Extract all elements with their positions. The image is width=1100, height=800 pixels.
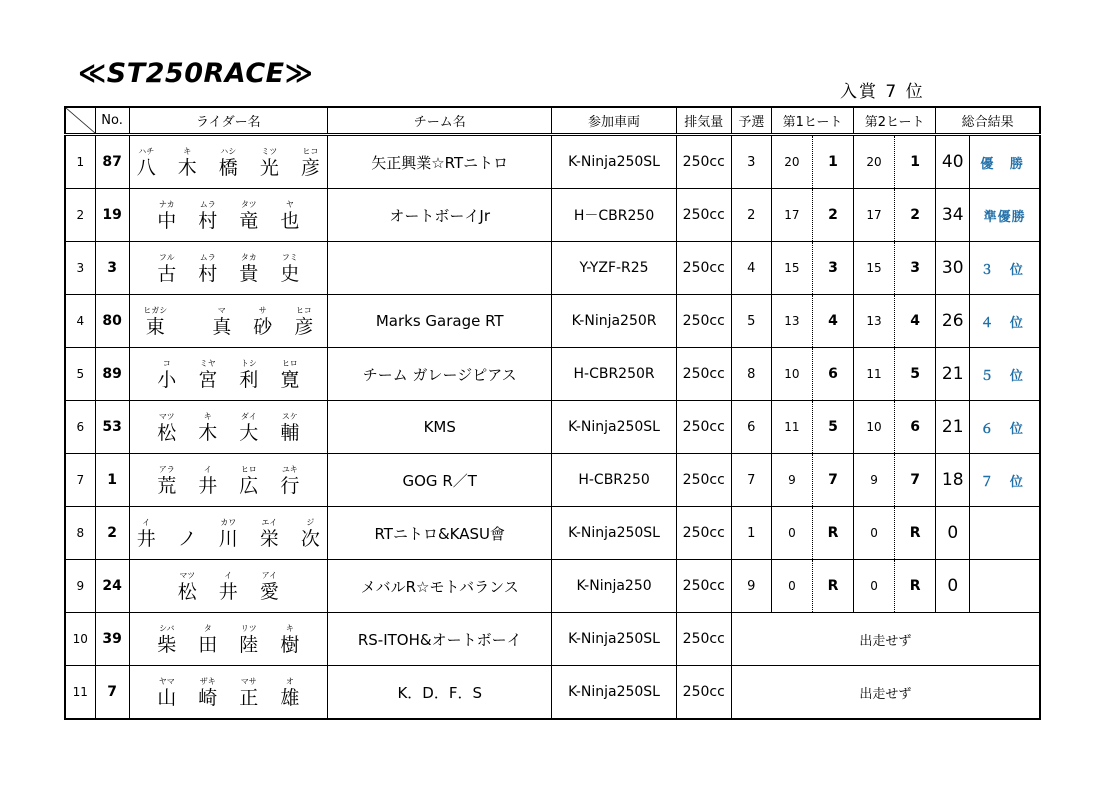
furigana: ハシ [220, 147, 237, 156]
furigana: ユキ [281, 465, 298, 474]
position-cell: 4 [65, 295, 95, 348]
header-cc: 排気量 [676, 107, 731, 135]
race-number-cell: 89 [95, 348, 129, 401]
rider-name-cell [129, 507, 327, 560]
rider-name-cell [129, 613, 327, 666]
furigana: イ [203, 465, 212, 474]
furigana: ヤ [285, 200, 294, 209]
race-number-cell: 19 [95, 189, 129, 242]
displacement-cell: 250cc [676, 507, 731, 560]
displacement-cell: 250cc [676, 454, 731, 507]
qualifying-cell: 2 [731, 189, 771, 242]
furigana: キ [203, 412, 212, 421]
heat2-rank-cell: 5 [895, 348, 936, 401]
rider-name-char: 古 [157, 263, 177, 285]
heat1-points-cell: 9 [771, 454, 812, 507]
furigana: ヒコ [302, 147, 319, 156]
vehicle-cell: K-Ninja250SL [552, 666, 676, 720]
page-title: ≪ST250RACE≫ [78, 58, 314, 89]
heat1-points-cell: 11 [771, 401, 812, 454]
heat2-rank-cell: R [895, 560, 936, 613]
table-row [65, 666, 1040, 720]
furigana: ナカ [158, 200, 175, 209]
rider-name-char: 井 [136, 528, 156, 550]
furigana: キ [285, 624, 294, 633]
final-rank-cell: ７ 位 [970, 454, 1040, 507]
furigana: トシ [240, 359, 257, 368]
rider-name-char: 村 [198, 210, 218, 232]
heat1-points-cell: 0 [771, 507, 812, 560]
vehicle-cell: K-Ninja250SL [552, 507, 676, 560]
heat2-points-cell: 20 [854, 135, 895, 189]
displacement-cell: 250cc [676, 135, 731, 189]
furigana: フル [158, 253, 175, 262]
furigana: ザキ [199, 677, 216, 686]
position-cell: 2 [65, 189, 95, 242]
furigana: タ [203, 624, 212, 633]
rider-name-cell [129, 560, 327, 613]
rider-name-char: 田 [198, 634, 218, 656]
furigana: ヒコ [295, 306, 312, 315]
furigana: ジ [306, 518, 315, 527]
heat2-rank-cell: 7 [895, 454, 936, 507]
furigana: ヒロ [240, 465, 257, 474]
rider-name-char: 行 [280, 475, 300, 497]
table-row [65, 613, 1040, 666]
heat2-rank-cell: 6 [895, 401, 936, 454]
rider-name-char: 井 [198, 475, 218, 497]
furigana: エイ [261, 518, 278, 527]
qualifying-cell: 1 [731, 507, 771, 560]
furigana: サ [258, 306, 267, 315]
heat2-points-cell: 0 [854, 560, 895, 613]
table-row [65, 348, 1040, 401]
table-row [65, 135, 1040, 189]
header-qual: 予選 [731, 107, 771, 135]
vehicle-cell: Y-YZF-R25 [552, 242, 676, 295]
header-team: チーム名 [328, 107, 552, 135]
rider-name-char: 中 [157, 210, 177, 232]
heat1-rank-cell: 4 [812, 295, 853, 348]
team-name-cell: RS-ITOH&オートボーイ [328, 613, 552, 666]
qualifying-cell: 6 [731, 401, 771, 454]
displacement-cell: 250cc [676, 242, 731, 295]
position-cell: 10 [65, 613, 95, 666]
rider-name-char: 松 [177, 581, 197, 603]
final-rank-cell: ４ 位 [970, 295, 1040, 348]
rider-name-char: 次 [300, 528, 320, 550]
total-points-cell: 0 [936, 560, 970, 613]
race-number-cell: 80 [95, 295, 129, 348]
rider-name-char: 八 [136, 157, 156, 179]
header-row [65, 107, 1040, 135]
table-row [65, 189, 1040, 242]
displacement-cell: 250cc [676, 613, 731, 666]
displacement-cell: 250cc [676, 189, 731, 242]
heat1-rank-cell: 2 [812, 189, 853, 242]
total-points-cell: 30 [936, 242, 970, 295]
vehicle-cell: H-CBR250R [552, 348, 676, 401]
rider-name-char: 柴 [157, 634, 177, 656]
heat2-points-cell: 11 [854, 348, 895, 401]
heat2-points-cell: 15 [854, 242, 895, 295]
rider-name-char: 広 [239, 475, 259, 497]
team-name-cell: 矢正興業☆RTニトロ [328, 135, 552, 189]
rider-name-char: 彦 [300, 157, 320, 179]
final-rank-cell [970, 507, 1040, 560]
team-name-cell: GOG R／T [328, 454, 552, 507]
team-name-cell: チーム ガレージピアス [328, 348, 552, 401]
furigana: ハチ [138, 147, 155, 156]
rider-name-char: 砂 [253, 316, 273, 338]
rider-name-cell [129, 666, 327, 720]
final-rank-cell: ６ 位 [970, 401, 1040, 454]
furigana: タツ [240, 200, 257, 209]
vehicle-cell: K-Ninja250SL [552, 135, 676, 189]
qualifying-cell: 3 [731, 135, 771, 189]
heat1-points-cell: 13 [771, 295, 812, 348]
rider-name-char: 也 [280, 210, 300, 232]
race-number-cell: 53 [95, 401, 129, 454]
position-cell: 9 [65, 560, 95, 613]
final-rank-cell: 準優勝 [970, 189, 1040, 242]
header-car: 参加車両 [552, 107, 676, 135]
vehicle-cell: H－CBR250 [552, 189, 676, 242]
results-table [64, 106, 1041, 720]
rider-name-char: 正 [239, 687, 259, 709]
table-row [65, 295, 1040, 348]
corner-cell [65, 107, 95, 135]
furigana: シバ [159, 624, 175, 633]
furigana: スケ [281, 412, 298, 421]
heat1-points-cell: 15 [771, 242, 812, 295]
rider-name-char: 光 [259, 157, 279, 179]
did-not-start-cell: 出走せず [731, 613, 1040, 666]
rider-name-char: 寛 [280, 369, 300, 391]
furigana: マツ [179, 571, 196, 580]
furigana: キ [183, 147, 192, 156]
team-name-cell: Marks Garage RT [328, 295, 552, 348]
furigana: オ [285, 677, 294, 686]
heat1-rank-cell: R [812, 507, 853, 560]
rider-name-char: 輔 [280, 422, 300, 444]
rider-name-char: 松 [157, 422, 177, 444]
table-row [65, 454, 1040, 507]
rider-name-char: 貴 [239, 263, 259, 285]
furigana: マ [217, 306, 226, 315]
rider-name-char: 宮 [198, 369, 218, 391]
total-points-cell: 21 [936, 348, 970, 401]
rider-name-cell [129, 135, 327, 189]
team-name-cell: RTニトロ&KASU會 [328, 507, 552, 560]
rider-name-char: 竜 [239, 210, 259, 232]
total-points-cell: 21 [936, 401, 970, 454]
rider-name-char: 樹 [280, 634, 300, 656]
race-number-cell: 3 [95, 242, 129, 295]
table-row [65, 401, 1040, 454]
heat1-points-cell: 10 [771, 348, 812, 401]
position-cell: 7 [65, 454, 95, 507]
furigana: ヒロ [281, 359, 298, 368]
position-cell: 8 [65, 507, 95, 560]
furigana: ミヤ [199, 359, 216, 368]
qualifying-cell: 4 [731, 242, 771, 295]
total-points-cell: 26 [936, 295, 970, 348]
furigana: フミ [281, 253, 298, 262]
heat1-points-cell: 17 [771, 189, 812, 242]
displacement-cell: 250cc [676, 560, 731, 613]
furigana: マツ [158, 412, 175, 421]
final-rank-cell [970, 560, 1040, 613]
team-name-cell: K．D．F．S [328, 666, 552, 720]
rider-name-cell [129, 189, 327, 242]
race-number-cell: 2 [95, 507, 129, 560]
rider-name-char: 大 [239, 422, 259, 444]
rider-name-char: 山 [157, 687, 177, 709]
displacement-cell: 250cc [676, 401, 731, 454]
furigana: リツ [240, 624, 257, 633]
total-points-cell: 0 [936, 507, 970, 560]
position-cell: 1 [65, 135, 95, 189]
heat2-points-cell: 0 [854, 507, 895, 560]
heat1-points-cell: 20 [771, 135, 812, 189]
heat1-rank-cell: 3 [812, 242, 853, 295]
heat2-points-cell: 13 [854, 295, 895, 348]
position-cell: 3 [65, 242, 95, 295]
vehicle-cell: K-Ninja250 [552, 560, 676, 613]
qualifying-cell: 7 [731, 454, 771, 507]
header-heat2: 第2ヒート [854, 107, 936, 135]
header-result: 総合結果 [936, 107, 1040, 135]
rider-name-char: 利 [239, 369, 259, 391]
rider-name-char: 史 [280, 263, 300, 285]
heat1-rank-cell: 5 [812, 401, 853, 454]
rider-name-cell [129, 295, 327, 348]
furigana: ムラ [199, 200, 216, 209]
furigana: ミツ [261, 147, 278, 156]
vehicle-cell: K-Ninja250SL [552, 401, 676, 454]
rider-name-cell [129, 401, 327, 454]
furigana: ヒガシ [143, 306, 168, 315]
furigana: アラ [158, 465, 175, 474]
heat1-rank-cell: R [812, 560, 853, 613]
rider-name-char: 村 [198, 263, 218, 285]
furigana: ムラ [199, 253, 216, 262]
rider-name-char: 栄 [259, 528, 279, 550]
rider-name-char: 井 [218, 581, 238, 603]
did-not-start-cell: 出走せず [731, 666, 1040, 720]
rider-name-char: 橋 [218, 157, 238, 179]
heat2-rank-cell: 4 [895, 295, 936, 348]
heat2-points-cell: 10 [854, 401, 895, 454]
table-row [65, 242, 1040, 295]
race-number-cell: 24 [95, 560, 129, 613]
heat2-points-cell: 9 [854, 454, 895, 507]
rider-name-char: ノ [177, 528, 197, 550]
race-number-cell: 1 [95, 454, 129, 507]
race-number-cell: 39 [95, 613, 129, 666]
heat1-rank-cell: 7 [812, 454, 853, 507]
final-rank-cell: ５ 位 [970, 348, 1040, 401]
furigana: ヤマ [158, 677, 175, 686]
furigana: イ [142, 518, 151, 527]
displacement-cell: 250cc [676, 295, 731, 348]
qualifying-cell: 8 [731, 348, 771, 401]
rider-name-char: 小 [157, 369, 177, 391]
race-number-cell: 87 [95, 135, 129, 189]
rider-name-char: 彦 [294, 316, 314, 338]
rider-name-char: 崎 [198, 687, 218, 709]
position-cell: 11 [65, 666, 95, 720]
qualifying-cell: 9 [731, 560, 771, 613]
heat1-points-cell: 0 [771, 560, 812, 613]
displacement-cell: 250cc [676, 666, 731, 720]
header-heat1: 第1ヒート [771, 107, 853, 135]
vehicle-cell: H-CBR250 [552, 454, 676, 507]
rider-name-char: 愛 [259, 581, 279, 603]
vehicle-cell: K-Ninja250SL [552, 613, 676, 666]
team-name-cell: メバルR☆モトバランス [328, 560, 552, 613]
furigana: アイ [261, 571, 277, 580]
rider-name-char: 木 [177, 157, 197, 179]
position-cell: 6 [65, 401, 95, 454]
rider-name-char: 陸 [239, 634, 259, 656]
position-cell: 5 [65, 348, 95, 401]
rider-name-char: 荒 [157, 475, 177, 497]
team-name-cell [328, 242, 552, 295]
rider-name-char: 真 [212, 316, 232, 338]
final-rank-cell: 優 勝 [970, 135, 1040, 189]
rider-name-char: 川 [218, 528, 238, 550]
table-row [65, 560, 1040, 613]
team-name-cell: オートボーイJr [328, 189, 552, 242]
furigana: ダイ [240, 412, 257, 421]
rider-name-char: 木 [198, 422, 218, 444]
furigana: マサ [240, 677, 257, 686]
heat2-rank-cell: 2 [895, 189, 936, 242]
vehicle-cell: K-Ninja250R [552, 295, 676, 348]
award-count: 入賞 7 位 [840, 82, 925, 102]
heat2-rank-cell: 3 [895, 242, 936, 295]
header-rider: ライダー名 [129, 107, 327, 135]
total-points-cell: 40 [936, 135, 970, 189]
total-points-cell: 18 [936, 454, 970, 507]
final-rank-cell: ３ 位 [970, 242, 1040, 295]
rider-name-char: 雄 [280, 687, 300, 709]
furigana: イ [224, 571, 233, 580]
header-no: No. [95, 107, 129, 135]
rider-name-cell [129, 242, 327, 295]
rider-name-cell [129, 454, 327, 507]
heat2-rank-cell: R [895, 507, 936, 560]
furigana: コ [162, 359, 171, 368]
furigana: カワ [220, 518, 237, 527]
heat1-rank-cell: 6 [812, 348, 853, 401]
team-name-cell: KMS [328, 401, 552, 454]
total-points-cell: 34 [936, 189, 970, 242]
furigana: タカ [240, 253, 257, 262]
qualifying-cell: 5 [731, 295, 771, 348]
rider-name-cell [129, 348, 327, 401]
race-number-cell: 7 [95, 666, 129, 720]
rider-name-char: 東 [145, 316, 165, 338]
heat2-points-cell: 17 [854, 189, 895, 242]
heat1-rank-cell: 1 [812, 135, 853, 189]
table-row [65, 507, 1040, 560]
heat2-rank-cell: 1 [895, 135, 936, 189]
displacement-cell: 250cc [676, 348, 731, 401]
